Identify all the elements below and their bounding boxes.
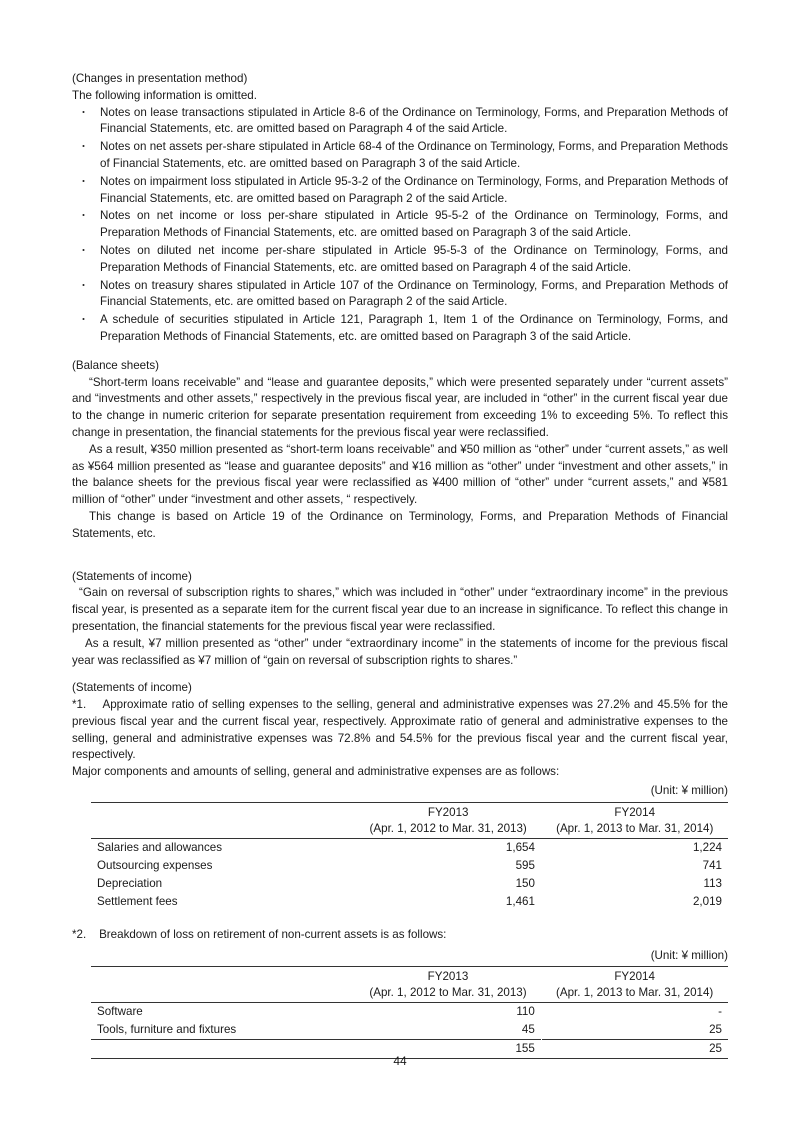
value-fy2013: 110 [516, 1005, 535, 1019]
list-item [72, 208, 728, 242]
table-row [91, 893, 728, 911]
table-row [91, 1003, 728, 1022]
row-label: Outsourcing expenses [97, 858, 213, 872]
value-fy2013: 45 [521, 1023, 535, 1037]
omitted-notes-list [72, 105, 728, 346]
column-period-fy2013: (Apr. 1, 2012 to Mar. 31, 2013) [355, 985, 542, 1003]
list-item [72, 139, 728, 173]
value-fy2014: 1,224 [692, 840, 722, 854]
list-item-text: Notes on net income or loss per-share stipulated in Article 95-5-2 of the Ordinance on Terminology, Forms, and Preparation Methods of Financial Statements, etc. are omitted based on Paragraph 3 of the said Article. [100, 209, 728, 240]
bullet-icon: ・ [78, 106, 89, 119]
note-1-number: *1. [72, 698, 87, 712]
income-paragraph-2: As a result, ¥7 million presented as “other” under “extraordinary income” in the statements of income for the previous fiscal year was reclassified as ¥7 million of “gain on reversal of subscription rights to shares.” [72, 636, 728, 667]
list-item-text: Notes on net assets per-share stipulated in Article 68-4 of the Ordinance on Terminology, Forms, and Preparation Methods of Financial Statements, etc. are omitted based on Paragraph 3 of the said Article. [100, 140, 728, 170]
table-row [91, 838, 728, 857]
table-row [91, 1021, 728, 1040]
bullet-icon: ・ [78, 141, 89, 154]
bullet-icon: ・ [78, 279, 89, 292]
list-item [72, 243, 728, 277]
total-fy2014: 25 [541, 1040, 728, 1059]
bullet-icon: ・ [78, 175, 89, 188]
column-header-fy2014: FY2014 [541, 967, 728, 986]
document-page [72, 71, 728, 1059]
note-1-text: Approximate ratio of selling expenses to the selling, general and administrative expenses was 27.2% and 45.5% for the previous fiscal year and the current fiscal year, respectively. Approximate ratio of general and administrative expenses to the selling, general and administrative expenses was 72.8% and 54.5% for the previous fiscal year and the current fiscal year, respectively. [72, 698, 728, 762]
row-label: Settlement fees [97, 894, 178, 908]
value-fy2013: 150 [515, 876, 535, 890]
bullet-icon: ・ [78, 244, 89, 257]
value-fy2014: - [718, 1005, 722, 1019]
note-2-number: *2. [72, 927, 87, 941]
value-fy2013: 1,654 [505, 840, 535, 854]
major-components-text: Major components and amounts of selling, general and administrative expenses are as follows: [72, 765, 560, 779]
row-label: Depreciation [97, 876, 163, 890]
list-item [72, 312, 728, 346]
list-item-text: Notes on diluted net income per-share stipulated in Article 95-5-3 of the Ordinance on Terminology, Forms, and Preparation Methods of Financial Statements, etc. are omitted based on Paragraph 4 of the said Article. [100, 243, 728, 274]
list-item-text: Notes on treasury shares stipulated in Article 107 of the Ordinance on Terminology, Forms, and Preparation Methods of Financial Statements, etc. are omitted based on Paragraph 2 of the said Article. [100, 278, 728, 309]
changes-heading: (Changes in presentation method) [72, 72, 248, 85]
changes-intro: The following information is omitted. [72, 88, 257, 102]
value-fy2013: 595 [515, 858, 535, 872]
sga-expenses-table [91, 802, 728, 911]
balance-paragraph-1: “Short-term loans receivable” and “lease and guarantee deposits,” which were presented separately under “current assets” and “investments and other assets,” respectively in the previous fiscal year, are included in “other” in the current fiscal year due to the change in numeric criterion for separate presentation requirement from exceeding 1% to exceeding 5%. To reflect this change in presentation, the financial statements for the previous fiscal year were reclassified. [72, 375, 728, 439]
list-item-text: Notes on impairment loss stipulated in Article 95-3-2 of the Ordinance on Terminology, Forms, and Preparation Methods of Financial Statements, etc. are omitted based on Paragraph 2 of the said Article. [100, 174, 728, 205]
note-1 [72, 697, 728, 764]
list-item [72, 278, 728, 312]
value-fy2014: 113 [703, 876, 722, 890]
income-paragraph-1: “Gain on reversal of subscription rights to shares,” which was included in “other” under “extraordinary income” in the previous fiscal year, is presented as a separate item for the current fiscal year due to an increase in significance. To reflect this change in presentation, the financial statements for the previous fiscal year were reclassified. [72, 586, 728, 633]
column-period-fy2014: (Apr. 1, 2013 to Mar. 31, 2014) [541, 985, 728, 1003]
value-fy2013: 1,461 [505, 894, 535, 908]
income-statements-heading-2: (Statements of income) [72, 681, 192, 695]
column-header-fy2013: FY2013 [355, 967, 542, 986]
unit-label: (Unit: ¥ million) [650, 784, 728, 798]
list-item [72, 105, 728, 139]
row-label: Tools, furniture and fixtures [97, 1023, 237, 1037]
balance-paragraph-3: This change is based on Article 19 of the Ordinance on Terminology, Forms, and Preparation Methods of Financial Statements, etc. [72, 509, 728, 540]
income-statements-heading: (Statements of income) [72, 569, 192, 583]
column-period-fy2014: (Apr. 1, 2013 to Mar. 31, 2014) [541, 821, 728, 839]
loss-on-retirement-table [91, 966, 728, 1059]
list-item-text: Notes on lease transactions stipulated in Article 8-6 of the Ordinance on Terminology, Forms, and Preparation Methods of Financial Statements, etc. are omitted based on Paragraph 4 of the said Article. [100, 105, 728, 136]
list-item-text: A schedule of securities stipulated in Article 121, Paragraph 1, Item 1 of the Ordinance on Terminology, Forms, and Preparation Methods of Financial Statements, etc. are omitted based on Paragraph 3 of the said Article. [100, 313, 728, 343]
page-number: 44 [393, 1054, 407, 1068]
bullet-icon: ・ [78, 314, 89, 327]
row-label: Salaries and allowances [97, 840, 223, 854]
bullet-icon: ・ [78, 210, 89, 223]
column-header-fy2013: FY2013 [355, 802, 542, 821]
list-item [72, 174, 728, 208]
row-label: Software [97, 1005, 143, 1019]
column-period-fy2013: (Apr. 1, 2012 to Mar. 31, 2013) [355, 821, 542, 839]
table-row [91, 875, 728, 893]
balance-paragraph-2: As a result, ¥350 million presented as “short-term loans receivable” and ¥50 million as “other” under “current assets,” as well as ¥564 million presented as “lease and guarantee deposits” and ¥16 million as “other” under “investment and other assets,” in the balance sheets for the previous fiscal year were reclassified as ¥400 million of “other” under “current assets,” and ¥581 million of “other” under “investment and other assets, “ respectively. [72, 442, 728, 507]
note-2 [72, 927, 728, 944]
note-2-text: Breakdown of loss on retirement of non-current assets is as follows: [99, 927, 447, 941]
unit-label-2: (Unit: ¥ million) [650, 948, 728, 962]
value-fy2014: 2,019 [692, 894, 722, 908]
column-header-fy2014: FY2014 [541, 802, 728, 821]
table-row [91, 857, 728, 875]
balance-sheets-heading: (Balance sheets) [72, 358, 159, 372]
total-fy2013: 155 [355, 1040, 542, 1059]
value-fy2014: 741 [702, 858, 722, 872]
value-fy2014: 25 [709, 1023, 722, 1037]
